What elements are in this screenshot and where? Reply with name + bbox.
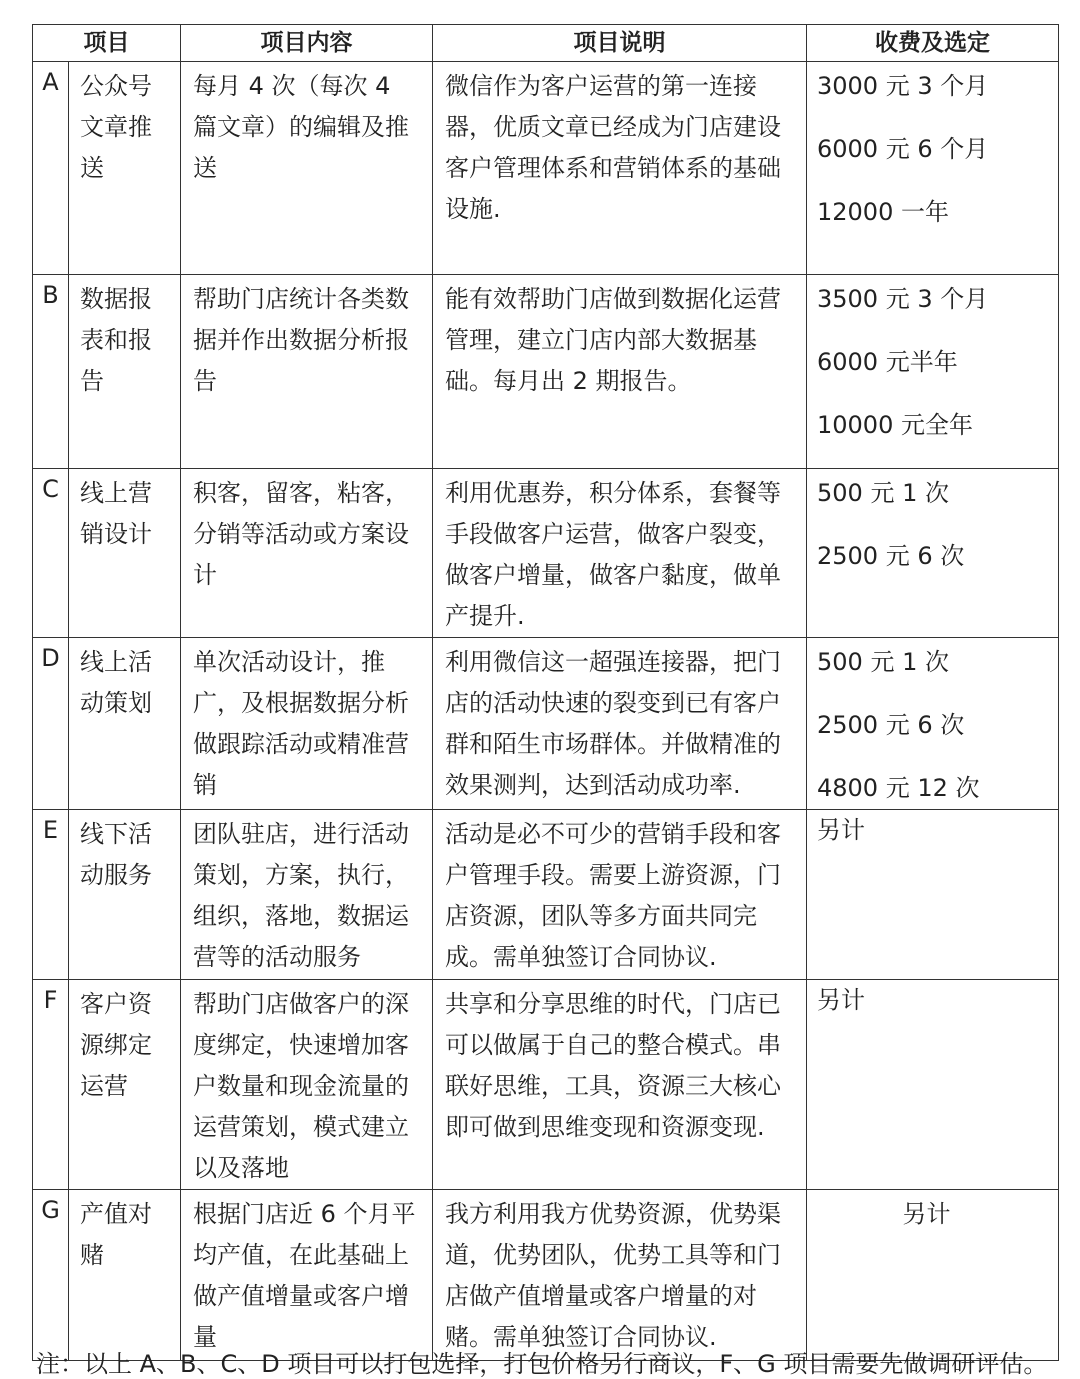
project-content: 积客，留客，粘客，分销等活动或方案设计: [193, 479, 409, 589]
row-letter: C: [33, 469, 69, 638]
project-content-cell: [181, 980, 433, 1190]
project-name: 线上营销设计: [80, 479, 152, 548]
fee-cell: [807, 275, 1059, 469]
fee-option: 另计: [817, 816, 865, 844]
project-description: 利用优惠券，积分体系，套餐等手段做客户运营，做客户裂变，做客户增量，做客户黏度，做单产提升.: [445, 479, 781, 630]
project-description: 利用微信这一超强连接器，把门店的活动快速的裂变到已有客户群和陌生市场群体。并做精准的效果测判，达到活动成功率.: [445, 648, 781, 799]
fee-option: 3000 元 3 个月: [817, 72, 989, 100]
project-content-cell: [181, 469, 433, 638]
project-name: 客户资源绑定运营: [80, 990, 152, 1100]
project-content-cell: [181, 1190, 433, 1361]
project-description: 共享和分享思维的时代，门店已可以做属于自己的整合模式。串联好思维，工具，资源三大核心即可做到思维变现和资源变现.: [445, 990, 781, 1141]
project-name: 产值对赌: [80, 1200, 152, 1269]
fee-cell: [807, 469, 1059, 638]
footnote-text: 注：以上 A、B、C、D 项目可以打包选择，打包价格另行商议，F、G 项目需要先做调研评估。: [36, 1350, 1048, 1378]
table-row: [33, 638, 1059, 810]
fee-option: 10000 元全年: [817, 411, 973, 439]
row-letter: E: [33, 810, 69, 980]
table-row: [33, 62, 1059, 275]
fee-option: 6000 元半年: [817, 348, 958, 376]
fee-option: 2500 元 6 次: [817, 542, 965, 570]
project-description-cell: [433, 62, 807, 275]
project-description-cell: [433, 469, 807, 638]
project-description-cell: [433, 1190, 807, 1361]
project-description: 我方利用我方优势资源，优势渠道，优势团队，优势工具等和门店做产值增量或客户增量的对赌。需单独签订合同协议.: [445, 1200, 781, 1351]
table-row: [33, 980, 1059, 1190]
project-content: 每月 4 次（每次 4 篇文章）的编辑及推送: [193, 72, 409, 182]
project-name: 公众号文章推送: [80, 72, 152, 182]
project-content: 团队驻店，进行活动策划，方案，执行，组织，落地，数据运营等的活动服务: [193, 820, 409, 971]
project-description: 微信作为客户运营的第一连接器，优质文章已经成为门店建设客户管理体系和营销体系的基础设施.: [445, 72, 781, 223]
row-letter: A: [33, 62, 69, 275]
project-description-cell: [433, 980, 807, 1190]
fee-option: 4800 元 12 次: [817, 774, 980, 802]
project-content: 帮助门店统计各类数据并作出数据分析报告: [193, 285, 409, 395]
project-content-cell: [181, 810, 433, 980]
row-letter: B: [33, 275, 69, 469]
fee-list: [807, 62, 1058, 233]
project-content: 根据门店近 6 个月平均产值，在此基础上做产值增量或客户增量: [193, 1200, 416, 1351]
fee-list: [807, 638, 1058, 809]
project-content-cell: [181, 62, 433, 275]
header-content: 项目内容: [181, 25, 433, 62]
project-name-cell: [69, 469, 181, 638]
header-fee: 收费及选定: [807, 25, 1059, 62]
project-name: 数据报表和报告: [80, 285, 152, 395]
fee-cell: [807, 638, 1059, 810]
fee-option: 500 元 1 次: [817, 479, 949, 507]
table-row: [33, 469, 1059, 638]
project-name-cell: [69, 1190, 181, 1361]
fee-option: 2500 元 6 次: [817, 711, 965, 739]
header-project: 项目: [33, 25, 181, 62]
row-letter: F: [33, 980, 69, 1190]
project-name-cell: [69, 638, 181, 810]
project-content: 帮助门店做客户的深度绑定，快速增加客户数量和现金流量的运营策划，模式建立以及落地: [193, 990, 409, 1182]
project-name: 线下活动服务: [80, 820, 152, 889]
fee-cell: [807, 62, 1059, 275]
project-description-cell: [433, 275, 807, 469]
fee-option: 500 元 1 次: [817, 648, 949, 676]
table-row: [33, 810, 1059, 980]
row-letter: G: [33, 1190, 69, 1361]
fee-cell: [807, 980, 1059, 1190]
table-header-row: [33, 25, 1059, 62]
header-description: 项目说明: [433, 25, 807, 62]
row-letter: D: [33, 638, 69, 810]
fee-option: 另计: [817, 986, 865, 1014]
project-name-cell: [69, 62, 181, 275]
fee-option: 另计: [902, 1200, 951, 1228]
project-content-cell: [181, 275, 433, 469]
fee-list: [807, 275, 1058, 446]
project-content: 单次活动设计，推广，及根据数据分析做跟踪活动或精准营销: [193, 648, 409, 799]
project-description-cell: [433, 638, 807, 810]
fee-option: 6000 元 6 个月: [817, 135, 989, 163]
fee-cell: [807, 1190, 1059, 1361]
project-name: 线上活动策划: [80, 648, 152, 717]
fee-option: 12000 一年: [817, 198, 949, 226]
project-name-cell: [69, 980, 181, 1190]
project-description-cell: [433, 810, 807, 980]
fee-option: 3500 元 3 个月: [817, 285, 989, 313]
project-description: 能有效帮助门店做到数据化运营管理，建立门店内部大数据基础。每月出 2 期报告。: [445, 285, 781, 395]
fee-cell: [807, 810, 1059, 980]
fee-list: [807, 469, 1058, 577]
project-description: 活动是必不可少的营销手段和客户管理手段。需要上游资源，门店资源，团队等多方面共同完成。需单独签订合同协议.: [445, 820, 781, 971]
table-row: [33, 1190, 1059, 1361]
project-content-cell: [181, 638, 433, 810]
table-row: [33, 275, 1059, 469]
project-name-cell: [69, 275, 181, 469]
project-name-cell: [69, 810, 181, 980]
